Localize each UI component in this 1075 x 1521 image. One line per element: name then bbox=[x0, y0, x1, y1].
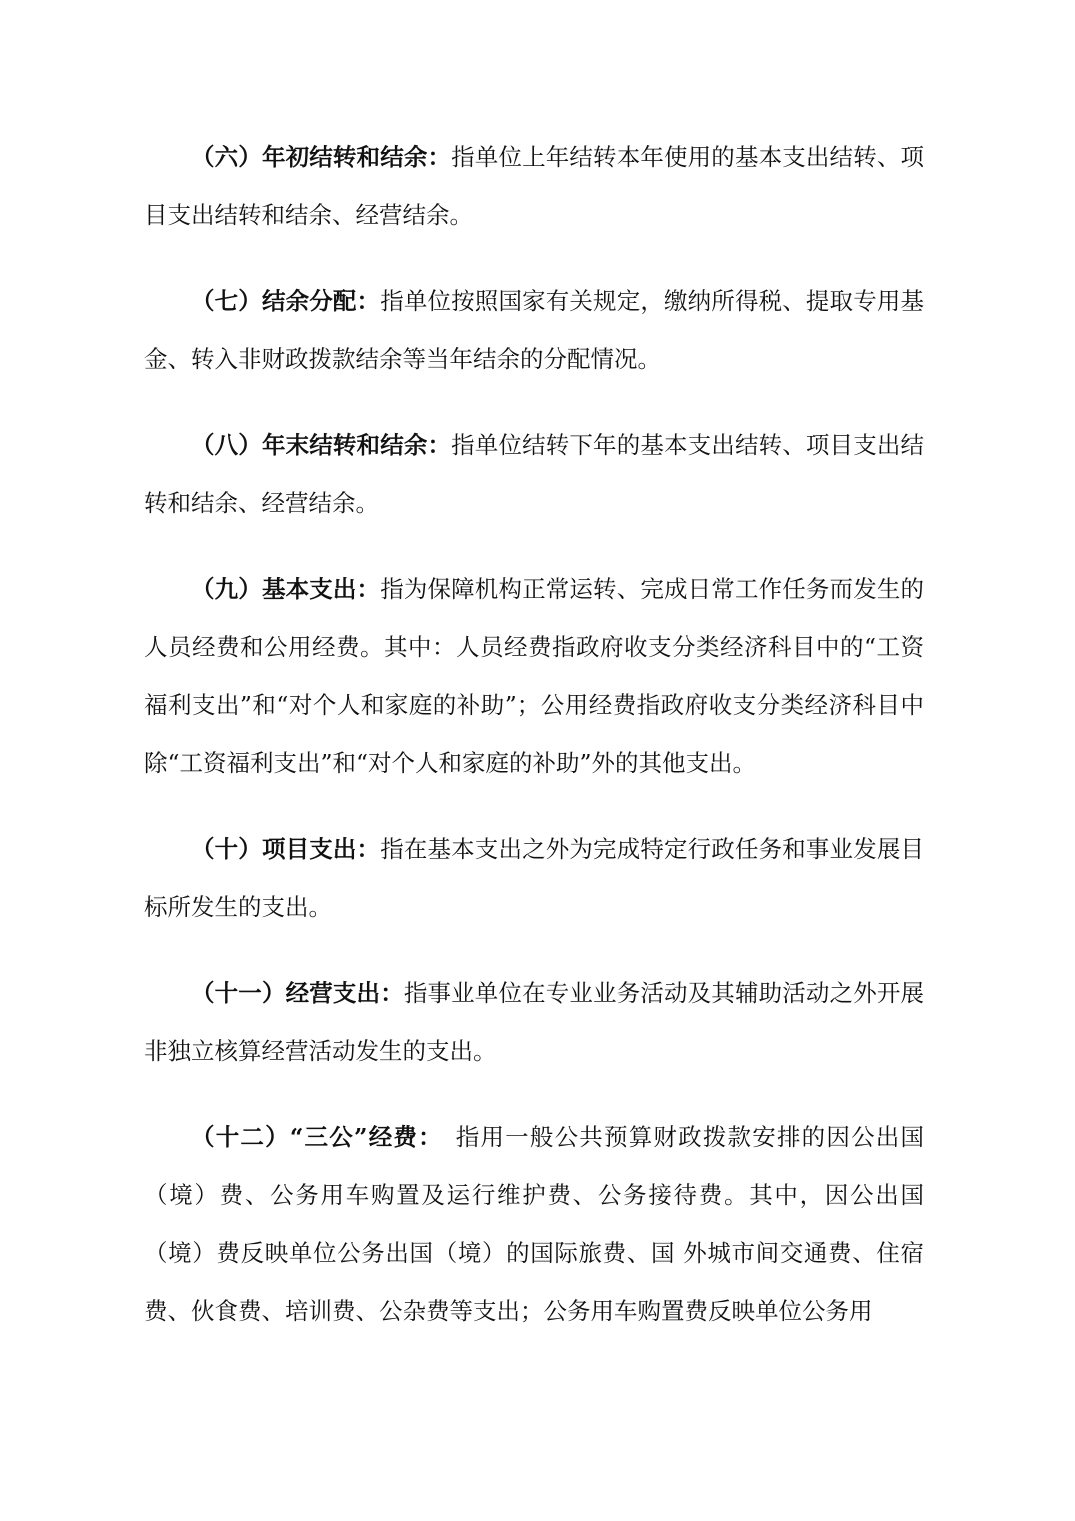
paragraph-heading: （六）年初结转和结余： bbox=[191, 143, 452, 171]
paragraph-10 bbox=[144, 820, 924, 936]
paragraph-heading: （九）基本支出： bbox=[191, 575, 381, 603]
paragraph-6 bbox=[144, 128, 924, 244]
paragraph-text: 指单位结转下年的基本支出结转、项目支出结转和结余、经营结余。 bbox=[144, 431, 925, 517]
paragraph-text: 指为保障机构正常运转、完成日常工作任务而发生的人员经费和公用经费。其中：人员经费指政府收支分类经济科目中的“工资福利支出”和“对个人和家庭的补助”；公用经费指政府收支分类经济科目中除“工资福利支出”和“对个人和家庭的补助”外的其他支出。 bbox=[144, 575, 925, 777]
paragraph-12 bbox=[144, 1108, 924, 1340]
paragraph-heading: （七）结余分配： bbox=[191, 287, 381, 315]
paragraph-heading: （十）项目支出： bbox=[191, 835, 381, 863]
paragraph-text: 指单位上年结转本年使用的基本支出结转、项目支出结转和结余、经营结余。 bbox=[144, 143, 925, 229]
document-body bbox=[144, 128, 924, 1340]
paragraph-7 bbox=[144, 272, 924, 388]
paragraph-heading: （十二）“三公”经费： bbox=[191, 1123, 432, 1151]
paragraph-heading: （八）年末结转和结余： bbox=[191, 431, 452, 459]
paragraph-text: 指事业单位在专业业务活动及其辅助活动之外开展非独立核算经营活动发生的支出。 bbox=[144, 979, 925, 1065]
paragraph-text: 指用一般公共预算财政拨款安排的因公出国（境）费、公务用车购置及运行维护费、公务接待费。其中，因公出国（境）费反映单位公务出国（境）的国际旅费、国 外城市间交通费、住宿费、伙食费、培训费、公杂费等支出；公务用车购置费反映单位公务用 bbox=[144, 1123, 924, 1325]
paragraph-text: 指单位按照国家有关规定，缴纳所得税、提取专用基金、转入非财政拨款结余等当年结余的分配情况。 bbox=[144, 287, 925, 373]
paragraph-heading: （十一）经营支出： bbox=[191, 979, 404, 1007]
paragraph-9 bbox=[144, 560, 924, 792]
paragraph-8 bbox=[144, 416, 924, 532]
paragraph-text: 指在基本支出之外为完成特定行政任务和事业发展目标所发生的支出。 bbox=[144, 835, 925, 921]
paragraph-11 bbox=[144, 964, 924, 1080]
